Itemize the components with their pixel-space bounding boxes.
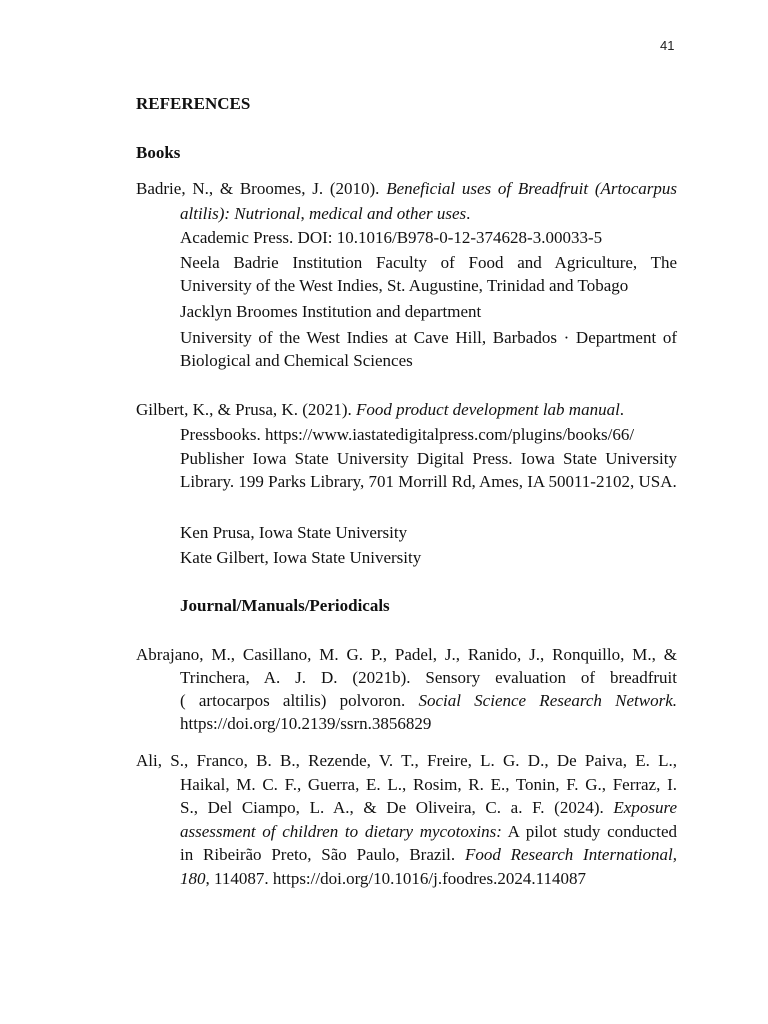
ref-line: S., Del Ciampo, L. A., & De Oliveira, C. a. F. (2024). Exposure bbox=[180, 798, 677, 818]
page-number: 41 bbox=[660, 38, 675, 53]
ref-line: in Ribeirão Preto, São Paulo, Brazil. Food Research International, bbox=[180, 845, 677, 865]
ref-note: Kate Gilbert, Iowa State University bbox=[180, 548, 422, 567]
ref-line: Gilbert, K., & Prusa, K. (2021). Food product development lab manual. bbox=[136, 400, 625, 419]
ref-line: Academic Press. DOI: 10.1016/B978-0-12-374628-3.00033-5 bbox=[180, 228, 603, 247]
reference-gilbert bbox=[136, 398, 677, 447]
reference-ali bbox=[136, 749, 677, 891]
ref-line: https://doi.org/10.2139/ssrn.3856829 bbox=[180, 714, 432, 733]
ref-note: University of the West Indies at Cave Hill, Barbados · Department of Biological and Chemical Sciences bbox=[180, 328, 677, 370]
reference-abrajano bbox=[136, 643, 677, 735]
ref-line: assessment of children to dietary mycotoxins: A pilot study conducted bbox=[180, 821, 677, 841]
ref-line: 180, 114087. https://doi.org/10.1016/j.foodres.2024.114087 bbox=[180, 868, 586, 888]
journal-heading: Journal/Manuals/Periodicals bbox=[180, 596, 390, 615]
ref-line: Ali, S., Franco, B. B., Rezende, V. T., Freire, L. G. D., De Paiva, E. L., bbox=[136, 751, 677, 770]
ref-note: Jacklyn Broomes Institution and department bbox=[180, 302, 482, 321]
ref-line: Badrie, N., & Broomes, J. (2010). Beneficial uses of Breadfruit (Artocarpus bbox=[136, 179, 677, 198]
ref-note: Ken Prusa, Iowa State University bbox=[180, 523, 408, 542]
ref-line: Abrajano, M., Casillano, M. G. P., Padel, J., Ranido, J., Ronquillo, M., & bbox=[136, 645, 677, 664]
ref-note: Neela Badrie Institution Faculty of Food and Agriculture, The University of the West Indies, St. Augustine, Trinidad and Tobago bbox=[180, 253, 677, 295]
ref-line: Haikal, M. C. F., Guerra, E. L., Rosim, R. E., Tonin, F. G., Ferraz, I. bbox=[180, 774, 677, 794]
ref-line: Trinchera, A. J. D. (2021b). Sensory evaluation of breadfruit bbox=[180, 668, 677, 687]
ref-line: ( artocarpos altilis) polvoron. Social Science Research Network. bbox=[180, 691, 678, 710]
ref-line: altilis): Nutrional, medical and other uses. bbox=[180, 203, 471, 223]
references-heading: REFERENCES bbox=[136, 94, 251, 113]
ref-line: Pressbooks. https://www.iastatedigitalpress.com/plugins/books/66/ bbox=[180, 424, 635, 444]
ref-note: Publisher Iowa State University Digital Press. Iowa State University Library. 199 Parks Library, 701 Morrill Rd, Ames, IA 50011-2102, USA. bbox=[180, 449, 677, 491]
books-heading: Books bbox=[136, 143, 181, 162]
reference-badrie bbox=[136, 177, 677, 251]
